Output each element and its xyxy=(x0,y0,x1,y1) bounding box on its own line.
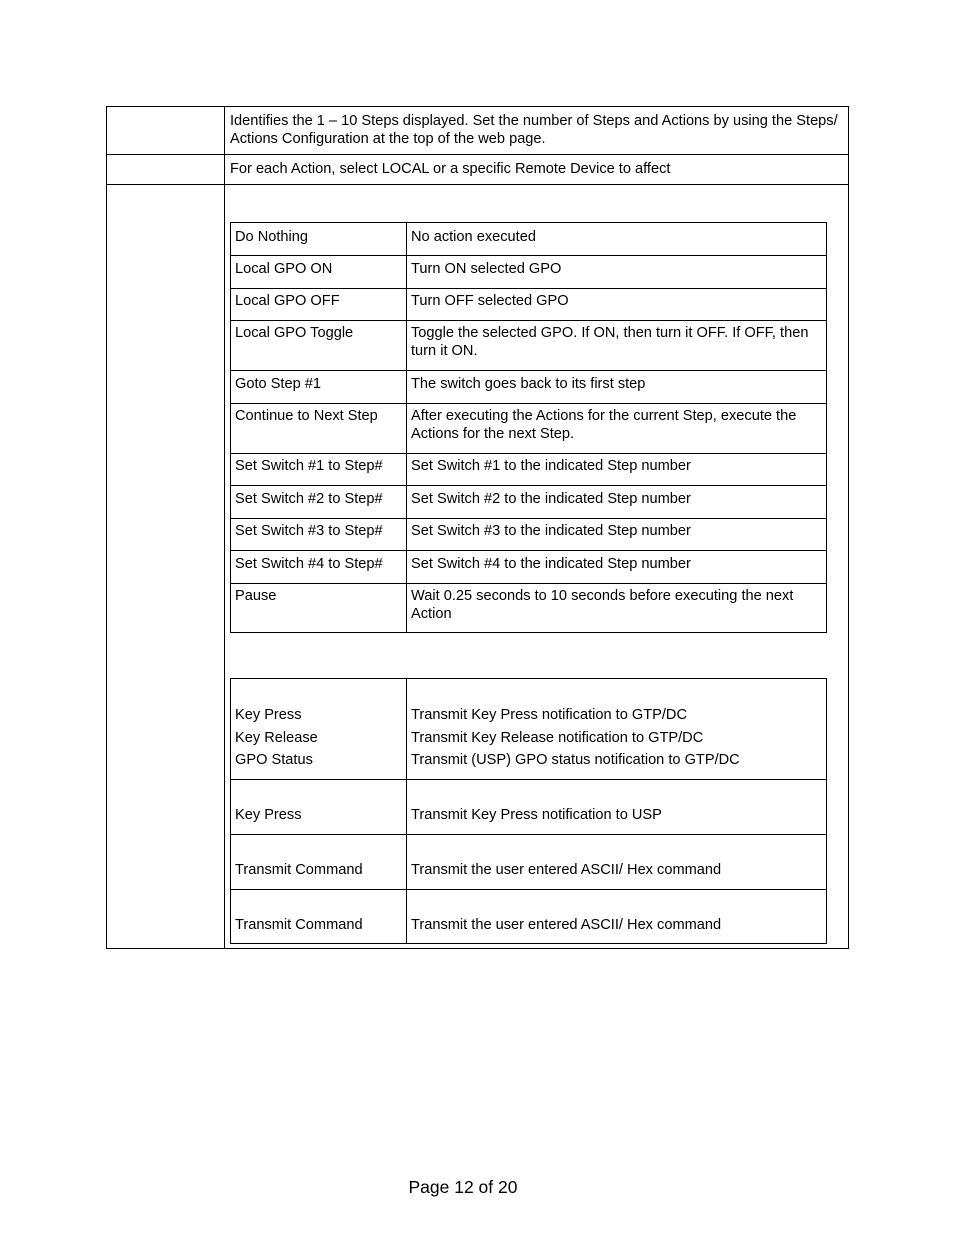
action-name: Pause xyxy=(235,588,277,604)
table-row xyxy=(231,780,826,834)
table-row xyxy=(231,679,826,779)
action-description: The switch goes back to its first step xyxy=(411,376,646,392)
table-row xyxy=(231,223,826,255)
action-name: Key Press xyxy=(235,707,302,723)
action-description: Transmit Key Press notification to USP xyxy=(411,807,662,823)
local-actions-table xyxy=(230,222,827,633)
page-number: Page 12 of 20 xyxy=(408,1177,518,1197)
action-description: After executing the Actions for the current Step, execute the Actions for the next Step. xyxy=(411,408,797,442)
action-description: Set Switch #4 to the indicated Step number xyxy=(411,556,691,572)
action-description: Transmit the user entered ASCII/ Hex command xyxy=(411,862,722,878)
actions-target-description: For each Action, select LOCAL or a specific Remote Device to affect xyxy=(230,161,671,177)
action-description: Wait 0.25 seconds to 10 seconds before executing the next Action xyxy=(411,588,794,622)
action-name: Continue to Next Step xyxy=(235,408,378,424)
action-name: Local GPO OFF xyxy=(235,293,340,309)
row-divider xyxy=(106,184,849,185)
action-name: Goto Step #1 xyxy=(235,376,322,392)
table-row xyxy=(231,321,826,370)
action-description: Transmit (USP) GPO status notification to GTP/DC xyxy=(411,752,740,768)
table-row xyxy=(231,289,826,321)
outer-column-divider xyxy=(224,106,225,949)
action-description: Transmit the user entered ASCII/ Hex command xyxy=(411,917,722,933)
table-row xyxy=(231,486,826,518)
action-name: GPO Status xyxy=(235,752,313,768)
action-description: Turn OFF selected GPO xyxy=(411,293,569,309)
action-name: Local GPO Toggle xyxy=(235,325,354,341)
action-name: Local GPO ON xyxy=(235,261,333,277)
row-divider xyxy=(106,154,849,155)
action-description: Transmit Key Press notification to GTP/DC xyxy=(411,707,688,723)
remote-actions-table xyxy=(230,678,827,944)
action-name: Set Switch #2 to Step# xyxy=(235,491,383,507)
table-row xyxy=(231,519,826,551)
table-row xyxy=(231,835,826,889)
action-name: Transmit Command xyxy=(235,862,363,878)
steps-description: Identifies the 1 – 10 Steps displayed. Set the number of Steps and Actions by using the Steps/ Actions Configuration at the top of the web page. xyxy=(230,113,838,147)
action-description: Set Switch #1 to the indicated Step number xyxy=(411,458,691,474)
action-name: Transmit Command xyxy=(235,917,363,933)
action-name: Key Press xyxy=(235,807,302,823)
table-row xyxy=(231,256,826,288)
action-description: No action executed xyxy=(411,229,536,245)
action-description: Set Switch #2 to the indicated Step number xyxy=(411,491,691,507)
action-name: Key Release xyxy=(235,730,318,746)
action-description: Transmit Key Release notification to GTP/DC xyxy=(411,730,704,746)
action-name: Do Nothing xyxy=(235,229,309,245)
action-description: Toggle the selected GPO. If ON, then turn it OFF. If OFF, then turn it ON. xyxy=(411,325,809,359)
action-description: Set Switch #3 to the indicated Step number xyxy=(411,523,691,539)
table-row xyxy=(231,584,826,633)
action-name: Set Switch #1 to Step# xyxy=(235,458,383,474)
table-row xyxy=(231,890,826,944)
table-row xyxy=(231,454,826,486)
table-row xyxy=(231,404,826,453)
action-name: Set Switch #4 to Step# xyxy=(235,556,383,572)
table-row xyxy=(231,551,826,583)
action-name: Set Switch #3 to Step# xyxy=(235,523,383,539)
table-row xyxy=(231,371,826,403)
action-description: Turn ON selected GPO xyxy=(411,261,562,277)
